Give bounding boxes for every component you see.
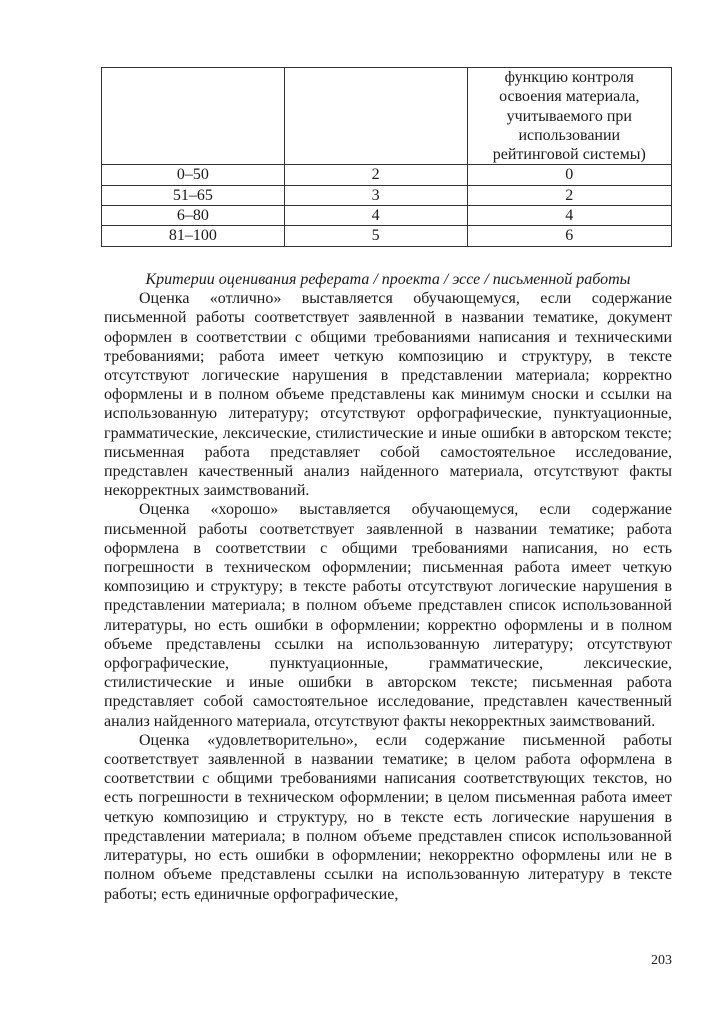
table-cell: 4 (284, 206, 467, 226)
cell-line: учитываемого при (506, 107, 632, 125)
table-row (102, 206, 672, 226)
table-cell (284, 68, 467, 165)
table-row (102, 165, 672, 185)
table-cell: 3 (284, 185, 467, 205)
paragraph-satisfactory: Оценка «удовлетворительно», если содержание письменной работы соответствует заявленной в названии тематике; в целом работа оформлена в соответствии с общими требованиями написания соответствующих текстов, но есть погрешности в техническом оформлении; в целом письменная работа имеет четкую композицию и структуру, но в тексте есть логические нарушения в представлении материала; в полном объеме представлен список использованной литературы, но есть ошибки в оформлении; некорректно оформлены или не в полном объеме представлены ссылки на использованную литературу в тексте работы; есть единичные орфографические, (104, 731, 672, 903)
table-row (102, 185, 672, 205)
table-cell-continued (467, 68, 671, 165)
cell-line: рейтинговой системы) (492, 146, 646, 164)
table-row (102, 68, 672, 165)
table-cell: 4 (467, 206, 671, 226)
table-cell: 5 (284, 226, 467, 246)
table-cell: 2 (284, 165, 467, 185)
cell-line: освоения материала, (499, 88, 640, 106)
body-text (104, 270, 672, 904)
range-cell: 51–65 (102, 185, 285, 205)
cell-line: функцию контроля (504, 69, 634, 86)
table-cell: 0 (467, 165, 671, 185)
paragraph-excellent: Оценка «отлично» выставляется обучающемуся, если содержание письменной работы соответствует заявленной в названии тематике, документ оформлен в соответствии с общими требованиями написания и техническими требованиями; работа имеет четкую композицию и структуру, в тексте отсутствуют логические нарушения в представлении материала; корректно оформлены и в полном объеме представлены как минимум сноски и ссылки на использованную литературу; отсутствуют орфографические, пунктуационные, грамматические, лексические, стилистические и иные ошибки в авторском тексте; письменная работа представляет собой самостоятельное исследование, представлен качественный анализ найденного материала, отсутствуют факты некорректных заимствований. (104, 290, 672, 500)
paragraph-good: Оценка «хорошо» выставляется обучающемуся, если содержание письменной работы соответствует заявленной в названии тематике; работа оформлена в соответствии с общими требованиями написания, но есть погрешности в техническом оформлении; письменная работа имеет четкую композицию и структуру; в тексте работы отсутствуют логические нарушения в представлении материала; в полном объеме представлен список использованной литературы, но есть ошибки в оформлении; корректно оформлены и в полном объеме представлены ссылки на использованную литературу; отсутствуют орфографические, пунктуационные, грамматические, лексические, стилистические и иные ошибки в авторском тексте; письменная работа представляет собой самостоятельное исследование, представлен качественный анализ найденного материала, отсутствуют факты некорректных заимствований. (104, 501, 672, 730)
table-cell: 2 (467, 185, 671, 205)
range-cell: 81–100 (102, 226, 285, 246)
table-cell: 6 (467, 226, 671, 246)
range-cell: 6–80 (102, 206, 285, 226)
range-cell: 0–50 (102, 165, 285, 185)
cell-line: использовании (518, 126, 621, 144)
grade-table (101, 67, 672, 247)
section-heading: Критерии оценивания реферата / проекта / эссе / письменной работы (145, 271, 631, 288)
table-row (102, 226, 672, 246)
table-cell (102, 68, 285, 165)
page-number: 203 (651, 953, 672, 968)
